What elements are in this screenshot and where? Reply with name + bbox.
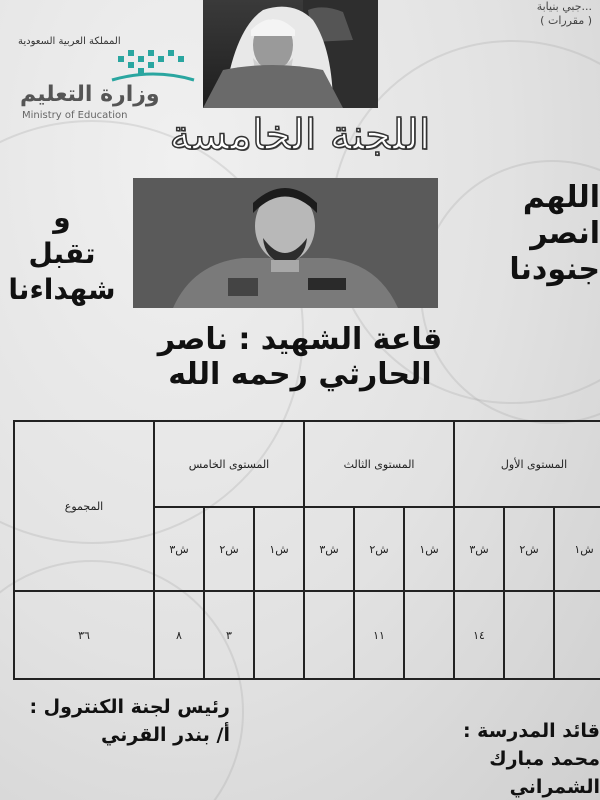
value-cell: ٣ [204,591,254,679]
total-value-cell: ٣٦ [14,591,154,679]
value-cell [504,591,554,679]
slogan-left-line: شهداءنا [8,273,116,306]
king-portrait [203,0,378,108]
slogan-right [490,180,600,288]
ministry-name-en: Ministry of Education [22,110,128,121]
total-header-cell: المجموع [14,421,154,591]
principal-label: قائد المدرسة : [462,720,600,742]
level-header-cell: المستوى الأول [454,421,600,507]
level-header-cell: المستوى الخامس [154,421,304,507]
principal-name: محمد مبارك الشمراني [489,748,600,798]
top-note [537,0,592,28]
section-header-cell: ش٣ [304,507,354,591]
value-cell [554,591,600,679]
slogan-right-line: اللهم [522,180,600,215]
section-header-cell: ش١ [404,507,454,591]
section-header-cell: ش١ [254,507,304,591]
martyr-image-icon [133,178,438,308]
portrait-image-icon [203,0,378,108]
slogan-right-line: جنودنا [509,252,600,287]
top-note-line1: ...جبي بنيابة [536,0,592,13]
control-head-signature-block [0,693,230,749]
results-table [13,420,600,680]
principal-signature-block [420,717,600,800]
value-cell [404,591,454,679]
section-header-cell: ش٢ [354,507,404,591]
section-header-cell: ش٣ [454,507,504,591]
control-head-label: رئيس لجنة الكنترول : [29,696,230,718]
kingdom-name: المملكة العربية السعودية [18,36,121,47]
value-cell: ١١ [354,591,404,679]
section-header-cell: ش٢ [504,507,554,591]
value-cell [304,591,354,679]
ministry-emblem-icon [108,46,198,86]
martyr-photo [133,178,438,308]
section-header-cell: ش٢ [204,507,254,591]
slogan-left-line: تقبل [28,237,96,270]
table-header-row [14,421,600,507]
ministry-name-ar: وزارة التعليم [20,82,160,107]
control-head-name: أ/ بندر القرني [101,724,230,746]
slogan-left-line: و [53,201,71,234]
section-header-cell: ش١ [554,507,600,591]
slogan-left [8,200,116,308]
value-cell [254,591,304,679]
section-header-cell: ش٣ [154,507,204,591]
top-note-line2: ( مقررات ) [540,14,592,27]
slogan-right-line: انصر [530,216,600,251]
value-cell: ٨ [154,591,204,679]
hall-name: قاعة الشهيد : ناصر الحارثي رحمه الله [157,322,443,392]
table-value-row [14,591,600,679]
value-cell: ١٤ [454,591,504,679]
level-header-cell: المستوى الثالث [304,421,454,507]
committee-title: اللجنة الخامسة [169,110,431,159]
